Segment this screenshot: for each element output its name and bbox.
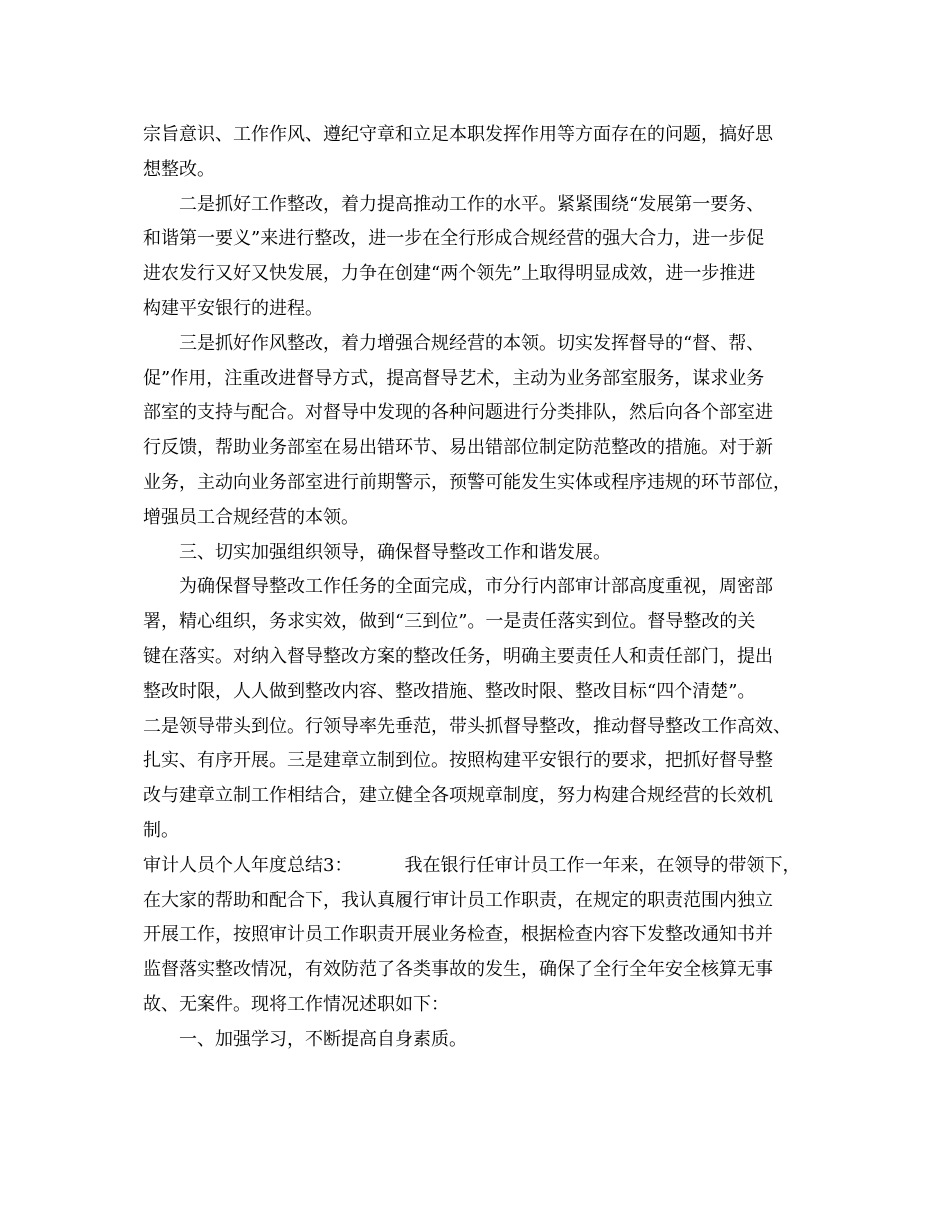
text-line: 开展工作，按照审计员工作职责开展业务检查，根据检查内容下发整改通知书并: [143, 924, 773, 946]
text-line: 扎实、有序开展。三是建章立制到位。按照构建平安银行的要求，把抓好督导整: [143, 750, 773, 772]
text-line: 促”作用，注重改进督导方式，提高督导艺术，主动为业务部室服务，谋求业务: [143, 367, 765, 389]
text-line: 和谐第一要义”来进行整改，进一步在全行形成合规经营的强大合力，进一步促: [143, 228, 765, 250]
text-line: 改与建章立制工作相结合，建立健全各项规章制度，努力构建合规经营的长效机: [143, 785, 773, 807]
text-line: 增强员工合规经营的本领。: [143, 506, 359, 528]
text-line: 制。: [143, 819, 179, 841]
text-line: 构建平安银行的进程。: [143, 297, 323, 319]
text-line: 进农发行又好又快发展，力争在创建“两个领先”上取得明显成效，进一步推进: [143, 263, 756, 285]
text-line: 想整改。: [143, 158, 215, 180]
text-line: 业务，主动向业务部室进行前期警示，预警可能发生实体或程序违规的环节部位，: [143, 471, 791, 493]
text-line: 整改时限，人人做到整改内容、整改措施、整改时限、整改目标“四个清楚”。: [143, 680, 756, 702]
text-line: 监督落实整改情况，有效防范了各类事故的发生，确保了全行全年安全核算无事: [143, 959, 773, 981]
text-line: 署，精心组织，务求实效，做到“三到位”。一是责任落实到位。督导整改的关: [143, 611, 756, 633]
text-line: 宗旨意识、工作作风、遵纪守章和立足本职发挥作用等方面存在的问题，搞好思: [143, 124, 773, 145]
text-line: 在大家的帮助和配合下，我认真履行审计员工作职责，在规定的职责范围内独立: [143, 889, 773, 911]
summary-heading: 审计人员个人年度总结3：: [143, 854, 353, 876]
document-body: [143, 118, 803, 1058]
text-line: 三是抓好作风整改，着力增强合规经营的本领。切实发挥督导的“督、帮、: [179, 332, 765, 354]
text-line: 行反馈，帮助业务部室在易出错环节、易出错部位制定防范整改的措施。对于新: [143, 437, 773, 459]
text-line: 键在落实。对纳入督导整改方案的整改任务，明确主要责任人和责任部门，提出: [143, 645, 773, 667]
text-line: 为确保督导整改工作任务的全面完成，市分行内部审计部高度重视，周密部: [179, 576, 773, 598]
text-line: 二是领导带头到位。行领导率先垂范，带头抓督导整改，推动督导整改工作高效、: [143, 715, 791, 737]
summary-first-line: 我在银行任审计员工作一年来，在领导的带领下，: [404, 854, 801, 876]
section-heading: 一、加强学习，不断提高自身素质。: [179, 1028, 467, 1050]
summary-heading-line: [143, 849, 803, 884]
text-line: 部室的支持与配合。对督导中发现的各种问题进行分类排队，然后向各个部室进: [143, 402, 773, 424]
text-line: 二是抓好工作整改，着力提高推动工作的水平。紧紧围绕“发展第一要务、: [179, 193, 765, 215]
section-heading: 三、切实加强组织领导，确保督导整改工作和谐发展。: [179, 541, 611, 563]
text-line: 故、无案件。现将工作情况述职如下：: [143, 993, 449, 1015]
